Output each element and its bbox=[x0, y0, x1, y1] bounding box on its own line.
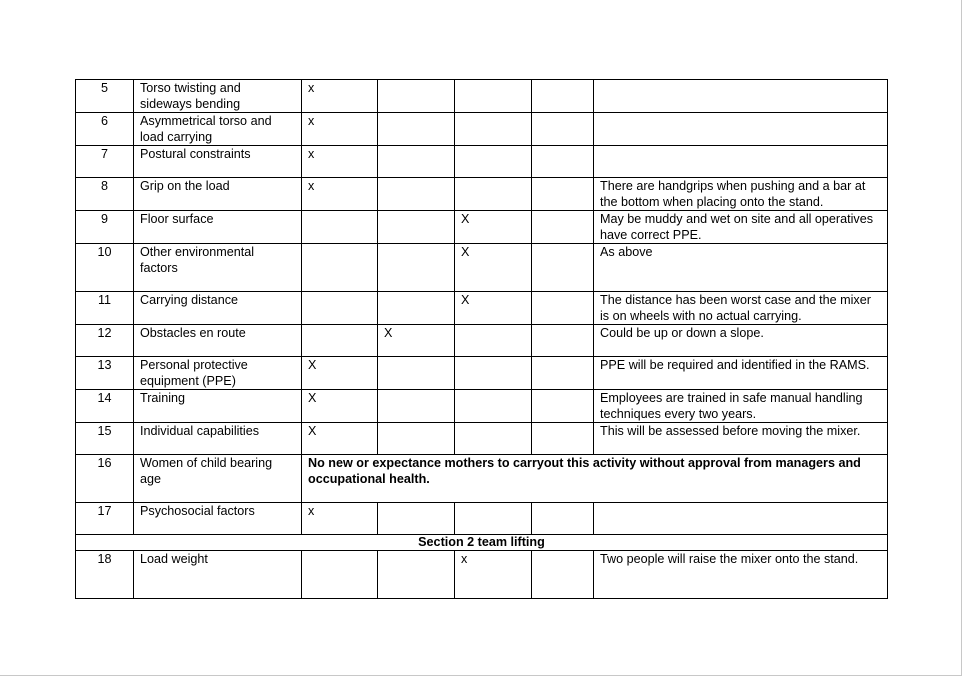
mark-cell-3 bbox=[455, 80, 532, 113]
mark-cell-2 bbox=[378, 211, 455, 244]
mark-cell-4 bbox=[532, 325, 594, 357]
factor-cell: Postural constraints bbox=[134, 146, 302, 178]
mark-cell-2 bbox=[378, 423, 455, 455]
row-number: 8 bbox=[76, 178, 134, 211]
mark-cell-1: X bbox=[302, 357, 378, 390]
table-row bbox=[76, 551, 888, 599]
comment-cell bbox=[594, 503, 888, 535]
row-number: 5 bbox=[76, 80, 134, 113]
mark-cell-2 bbox=[378, 390, 455, 423]
comment-cell: May be muddy and wet on site and all operatives have correct PPE. bbox=[594, 211, 888, 244]
mark-cell-4 bbox=[532, 244, 594, 292]
factor-cell: Training bbox=[134, 390, 302, 423]
row-number: 17 bbox=[76, 503, 134, 535]
table-row bbox=[76, 455, 888, 503]
mark-cell-1 bbox=[302, 211, 378, 244]
table-row bbox=[76, 390, 888, 423]
row-number: 12 bbox=[76, 325, 134, 357]
mark-cell-3 bbox=[455, 113, 532, 146]
mark-cell-1 bbox=[302, 244, 378, 292]
table-row bbox=[76, 211, 888, 244]
table-row bbox=[76, 292, 888, 325]
row-number: 7 bbox=[76, 146, 134, 178]
factor-cell: Individual capabilities bbox=[134, 423, 302, 455]
factor-cell: Load weight bbox=[134, 551, 302, 599]
row-number: 15 bbox=[76, 423, 134, 455]
mark-cell-4 bbox=[532, 211, 594, 244]
mark-cell-1 bbox=[302, 325, 378, 357]
mark-cell-4 bbox=[532, 551, 594, 599]
row-number: 9 bbox=[76, 211, 134, 244]
mark-cell-3 bbox=[455, 178, 532, 211]
factor-cell: Asymmetrical torso and load carrying bbox=[134, 113, 302, 146]
mark-cell-3 bbox=[455, 390, 532, 423]
factor-cell: Obstacles en route bbox=[134, 325, 302, 357]
mark-cell-2 bbox=[378, 292, 455, 325]
mark-cell-4 bbox=[532, 292, 594, 325]
row-number: 10 bbox=[76, 244, 134, 292]
table-row bbox=[76, 244, 888, 292]
mark-cell-1: X bbox=[302, 390, 378, 423]
mark-cell-1 bbox=[302, 551, 378, 599]
section-heading: Section 2 team lifting bbox=[76, 535, 888, 551]
table-row bbox=[76, 178, 888, 211]
mark-cell-2 bbox=[378, 146, 455, 178]
row-number: 14 bbox=[76, 390, 134, 423]
mark-cell-1: x bbox=[302, 80, 378, 113]
mark-cell-3 bbox=[455, 357, 532, 390]
row-number: 13 bbox=[76, 357, 134, 390]
mark-cell-4 bbox=[532, 357, 594, 390]
mark-cell-2 bbox=[378, 503, 455, 535]
factor-cell: Floor surface bbox=[134, 211, 302, 244]
mark-cell-1: x bbox=[302, 503, 378, 535]
table-row bbox=[76, 325, 888, 357]
factor-cell: Grip on the load bbox=[134, 178, 302, 211]
mark-cell-4 bbox=[532, 423, 594, 455]
mark-cell-1: X bbox=[302, 423, 378, 455]
comment-cell: This will be assessed before moving the mixer. bbox=[594, 423, 888, 455]
comment-cell bbox=[594, 146, 888, 178]
factor-cell: Women of child bearing age bbox=[134, 455, 302, 503]
comment-cell: As above bbox=[594, 244, 888, 292]
mark-cell-2 bbox=[378, 113, 455, 146]
mark-cell-1: x bbox=[302, 113, 378, 146]
table-row bbox=[76, 357, 888, 390]
mark-cell-3: x bbox=[455, 551, 532, 599]
mark-cell-3 bbox=[455, 423, 532, 455]
mark-cell-4 bbox=[532, 113, 594, 146]
table-row bbox=[76, 146, 888, 178]
mark-cell-3: X bbox=[455, 211, 532, 244]
mark-cell-2 bbox=[378, 357, 455, 390]
mark-cell-3 bbox=[455, 503, 532, 535]
factor-cell: Psychosocial factors bbox=[134, 503, 302, 535]
mark-cell-3 bbox=[455, 325, 532, 357]
section-row bbox=[76, 535, 888, 551]
mark-cell-3: X bbox=[455, 292, 532, 325]
comment-cell: Employees are trained in safe manual handling techniques every two years. bbox=[594, 390, 888, 423]
mark-cell-2 bbox=[378, 551, 455, 599]
risk-assessment-table bbox=[75, 79, 888, 599]
comment-cell: The distance has been worst case and the mixer is on wheels with no actual carrying. bbox=[594, 292, 888, 325]
restriction-note: No new or expectance mothers to carryout this activity without approval from managers and occupational health. bbox=[302, 455, 888, 503]
mark-cell-3 bbox=[455, 146, 532, 178]
table-row bbox=[76, 113, 888, 146]
mark-cell-4 bbox=[532, 178, 594, 211]
comment-cell: Two people will raise the mixer onto the stand. bbox=[594, 551, 888, 599]
table-row bbox=[76, 423, 888, 455]
row-number: 16 bbox=[76, 455, 134, 503]
table-row bbox=[76, 80, 888, 113]
mark-cell-4 bbox=[532, 503, 594, 535]
mark-cell-1: x bbox=[302, 146, 378, 178]
mark-cell-4 bbox=[532, 80, 594, 113]
mark-cell-1: x bbox=[302, 178, 378, 211]
comment-cell bbox=[594, 80, 888, 113]
factor-cell: Carrying distance bbox=[134, 292, 302, 325]
comment-cell: There are handgrips when pushing and a bar at the bottom when placing onto the stand. bbox=[594, 178, 888, 211]
table-row bbox=[76, 503, 888, 535]
row-number: 18 bbox=[76, 551, 134, 599]
row-number: 11 bbox=[76, 292, 134, 325]
mark-cell-4 bbox=[532, 390, 594, 423]
mark-cell-4 bbox=[532, 146, 594, 178]
comment-cell: Could be up or down a slope. bbox=[594, 325, 888, 357]
mark-cell-2: X bbox=[378, 325, 455, 357]
mark-cell-2 bbox=[378, 178, 455, 211]
row-number: 6 bbox=[76, 113, 134, 146]
mark-cell-3: X bbox=[455, 244, 532, 292]
factor-cell: Torso twisting and sideways bending bbox=[134, 80, 302, 113]
comment-cell: PPE will be required and identified in the RAMS. bbox=[594, 357, 888, 390]
mark-cell-2 bbox=[378, 80, 455, 113]
factor-cell: Other environmental factors bbox=[134, 244, 302, 292]
comment-cell bbox=[594, 113, 888, 146]
factor-cell: Personal protective equipment (PPE) bbox=[134, 357, 302, 390]
mark-cell-2 bbox=[378, 244, 455, 292]
mark-cell-1 bbox=[302, 292, 378, 325]
